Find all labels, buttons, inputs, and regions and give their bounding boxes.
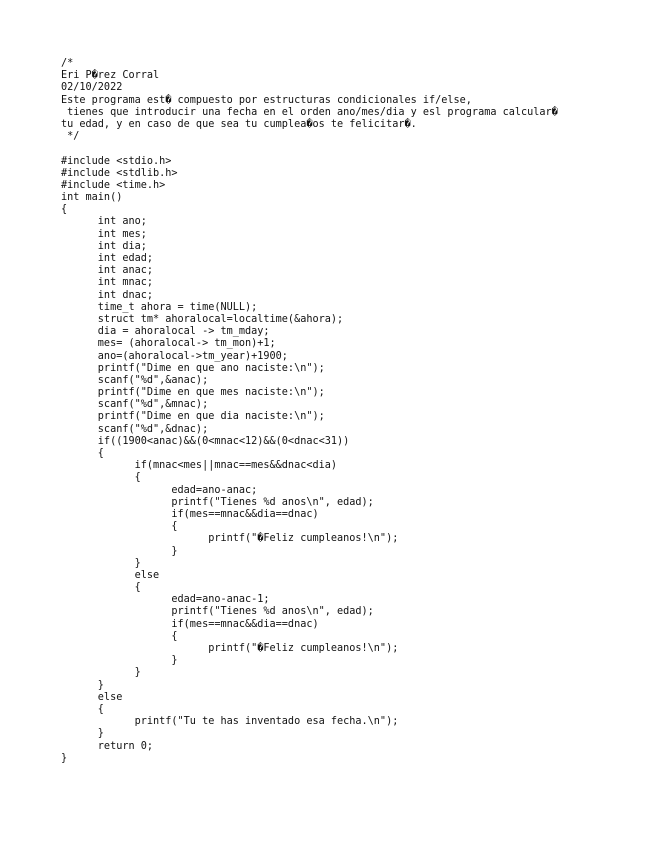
code-line: } [61,545,178,557]
code-line: { [61,448,104,459]
code-line: scanf("%d",&mnac); [61,399,209,411]
code-line: */ [61,131,80,143]
code-line: int dia; [61,240,147,252]
code-line: dia = ahoralocal -> tm_mday; [61,326,270,338]
code-line: printf("Tienes %d anos\n", edad); [61,606,374,618]
code-line: edad=ano-anac-1; [61,594,270,606]
code-line: 02/10/2022 [61,82,123,94]
code-line: if(mes==mnac&&dia==dnac) [61,508,319,520]
code-line: edad=ano-anac; [61,484,258,496]
code-line: printf("Dime en que ano naciste:\n"); [61,362,325,374]
code-line: Este programa est� compuesto por estructuras condicionales if/else, [61,94,472,106]
code-line: else [61,691,123,703]
code-line: printf("�Feliz cumpleanos!\n"); [61,533,399,545]
code-line: /* [61,58,74,69]
code-line: #include <time.h> [61,179,166,191]
code-line: } [61,728,104,740]
code-line: printf("Dime en que mes naciste:\n"); [61,387,325,399]
code-line: return 0; [61,740,154,752]
code-line: int dnac; [61,289,154,301]
code-line: int main() [61,192,123,204]
code-line: } [61,679,104,691]
code-line: scanf("%d",&dnac); [61,423,209,435]
code-line: { [61,204,68,216]
code-line: { [61,582,141,594]
code-line: printf("Tu te has inventado esa fecha.\n"); [61,716,399,728]
code-line: { [61,630,178,642]
code-line: #include <stdio.h> [61,155,172,167]
code-line: } [61,667,141,679]
code-line: tienes que introducir una fecha en el orden ano/mes/dia y esl programa calcular� [61,106,558,118]
code-line: { [61,521,178,533]
code-line: } [61,655,178,667]
code-line: int mnac; [61,277,154,289]
code-line: { [61,703,104,715]
code-line: Eri P�rez Corral [61,70,160,82]
code-line: tu edad, y en caso de que sea tu cumplea�os te felicitar�. [61,118,417,130]
code-line: time_t ahora = time(NULL); [61,301,258,313]
code-line: } [61,752,68,764]
code-line: if(mnac<mes||mnac==mes&&dnac<dia) [61,460,338,472]
code-line: printf("Dime en que dia naciste:\n"); [61,411,325,423]
code-line: scanf("%d",&anac); [61,374,209,386]
code-line: int edad; [61,253,154,264]
code-line: if((1900<anac)&&(0<mnac<12)&&(0<dnac<31)) [61,435,350,447]
code-line: struct tm* ahoralocal=localtime(&ahora); [61,313,344,325]
code-line: } [61,557,141,569]
source-code-listing [61,58,558,765]
code-line: if(mes==mnac&&dia==dnac) [61,618,319,630]
code-line: #include <stdlib.h> [61,167,178,179]
code-line: printf("Tienes %d anos\n", edad); [61,496,374,508]
code-line: int ano; [61,216,147,228]
code-line: { [61,472,141,484]
code-line: mes= (ahoralocal-> tm_mon)+1; [61,338,276,350]
code-line: printf("�Feliz cumpleanos!\n"); [61,643,399,654]
code-line: int anac; [61,265,154,277]
code-line [61,143,558,155]
code-line: ano=(ahoralocal->tm_year)+1900; [61,350,288,362]
code-line: int mes; [61,228,147,240]
code-line: else [61,569,160,581]
